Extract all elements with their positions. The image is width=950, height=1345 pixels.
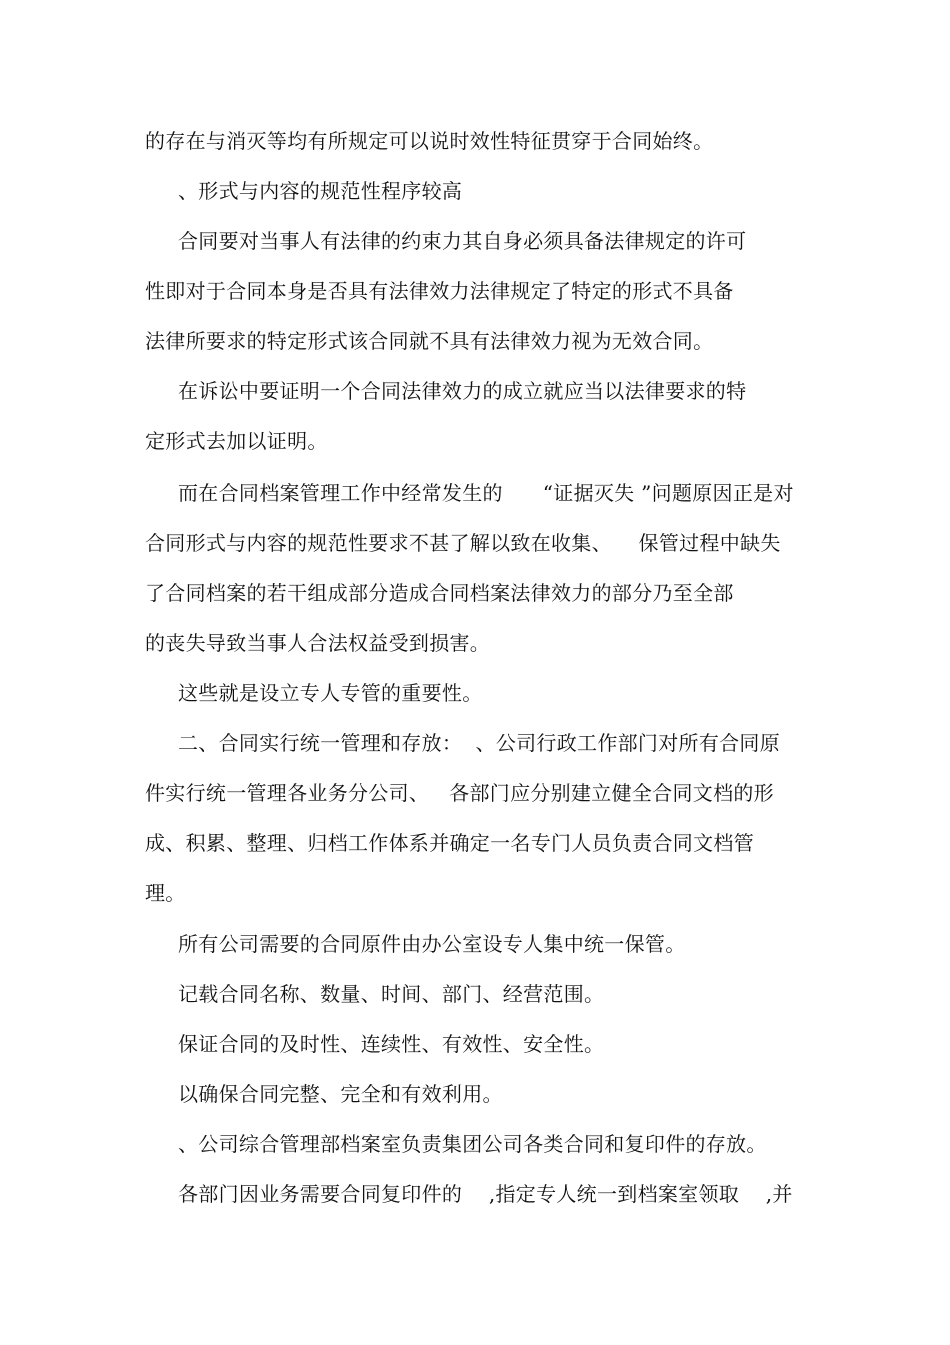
text-line-17: 所有公司需要的合同原件由办公室设专人集中统一保管。 bbox=[178, 932, 686, 956]
text-line-3: 合同要对当事人有法律的约束力其自身必须具备法律规定的许可 bbox=[178, 229, 747, 253]
text-line-21: 、公司综合管理部档案室负责集团公司各类合同和复印件的存放。 bbox=[178, 1132, 767, 1156]
text-line-11: 的丧失导致当事人合法权益受到损害。 bbox=[145, 631, 491, 655]
text-line-9: 合同形式与内容的规范性要求不甚了解以致在收集、 保管过程中缺失 bbox=[145, 531, 781, 555]
text-line-8: 而在合同档案管理工作中经常发生的 “证据灭失 ”问题原因正是对 bbox=[178, 481, 794, 505]
section-heading-2: 二、合同实行统一管理和存放： 、公司行政工作部门对所有合同原 bbox=[178, 731, 781, 755]
text-line-6: 在诉讼中要证明一个合同法律效力的成立就应当以法律要求的特 bbox=[178, 379, 747, 403]
text-line-7: 定形式去加以证明。 bbox=[145, 429, 328, 453]
text-line-10: 了合同档案的若干组成部分造成合同档案法律效力的部分乃至全部 bbox=[145, 581, 734, 605]
text-line-12: 这些就是设立专人专管的重要性。 bbox=[178, 681, 483, 705]
text-line-15: 成、积累、整理、归档工作体系并确定一名专门人员负责合同文档管 bbox=[145, 831, 754, 855]
text-line-1: 的存在与消灭等均有所规定可以说时效性特征贯穿于合同始终。 bbox=[145, 129, 714, 153]
text-line-22: 各部门因业务需要合同复印件的 ,指定专人统一到档案室领取 ,并 bbox=[178, 1182, 793, 1206]
text-line-18: 记载合同名称、数量、时间、部门、经营范围。 bbox=[178, 982, 605, 1006]
text-line-4: 性即对于合同本身是否具有法律效力法律规定了特定的形式不具备 bbox=[145, 279, 734, 303]
text-line-19: 保证合同的及时性、连续性、有效性、安全性。 bbox=[178, 1032, 605, 1056]
text-line-16: 理。 bbox=[145, 881, 186, 905]
text-line-5: 法律所要求的特定形式该合同就不具有法律效力视为无效合同。 bbox=[145, 329, 714, 353]
text-line-14: 件实行统一管理各业务分公司、 各部门应分别建立健全合同文档的形 bbox=[145, 781, 774, 805]
section-heading: 、形式与内容的规范性程序较高 bbox=[178, 179, 463, 203]
text-line-20: 以确保合同完整、完全和有效利用。 bbox=[178, 1082, 503, 1106]
